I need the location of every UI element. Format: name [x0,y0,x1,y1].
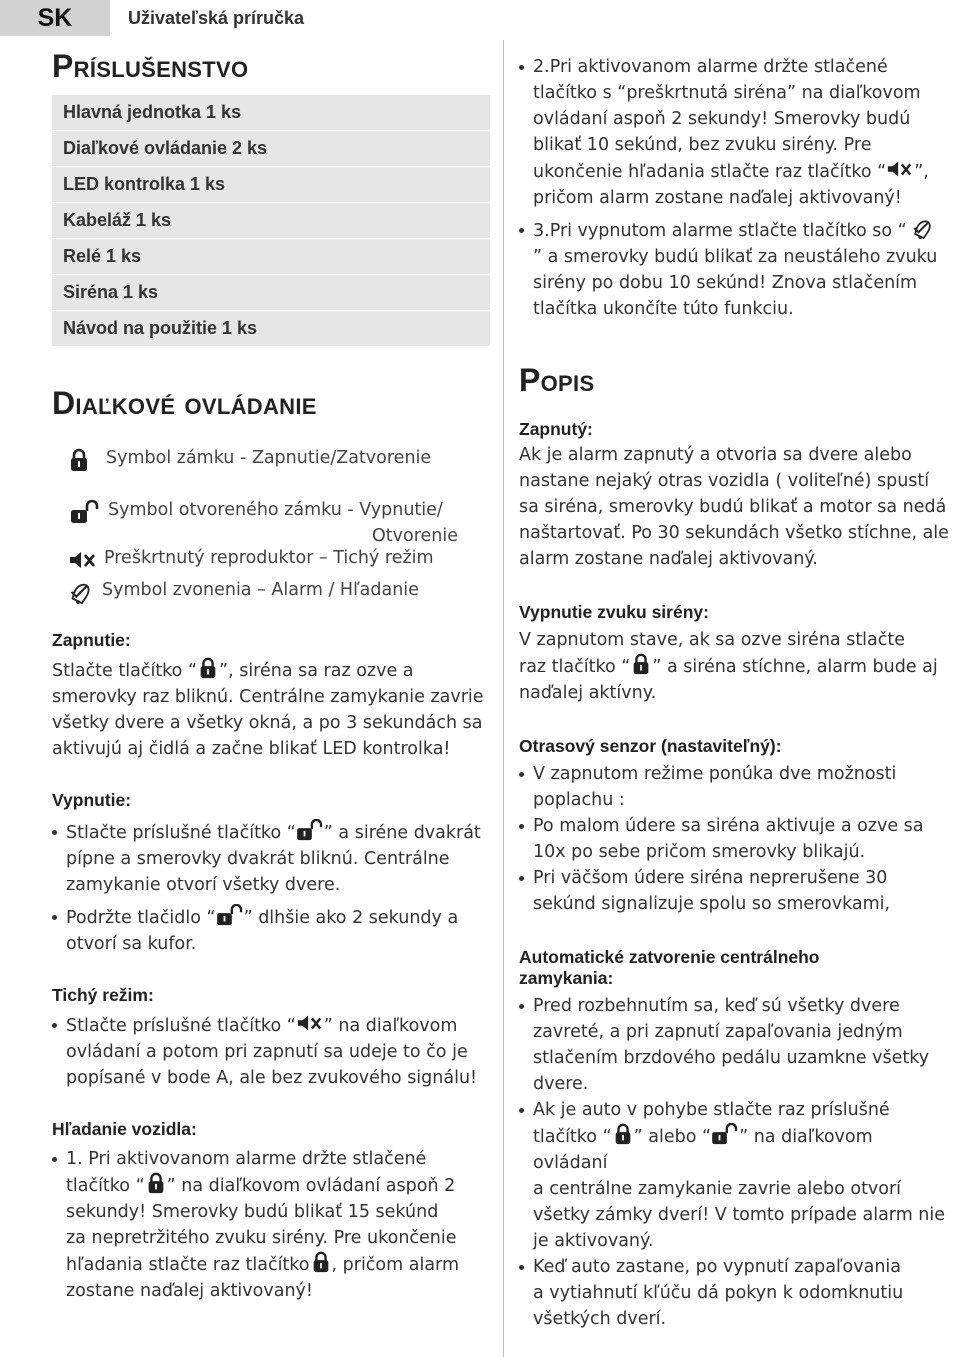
accessory-item: Siréna 1 ks [52,275,490,311]
lock-icon [612,1123,634,1145]
search-list [52,1146,492,1304]
unlock-icon [711,1123,739,1145]
search-continued-list [519,54,949,322]
language-tag: SK [0,0,110,36]
accessories-title: Príslušenstvo [52,48,249,84]
accessory-item: Hlavná jednotka 1 ks [52,95,490,131]
list-item: Pri väčšom údere siréna neprerušene 30 sekúnd signalizuje spolu so smerovkami, [519,865,949,917]
list-item: Stlačte príslušné tlačítko “ ” na diaľkovom ovládaní a potom pri zapnutí sa udeje to čo je popísané v bode A, ale bez zvukového signálu! [52,1012,492,1091]
list-item: Podržte tlačidlo “ ” dlhšie ako 2 sekundy a otvorí sa kufor. [52,904,492,957]
list-item: 1. Pri aktivovanom alarme držte stlačené tlačítko “ ” na diaľkovom ovládaní aspoň 2 sekundy! Smerovky budú blikať 15 sekúnd za nepretržitého zvuku sirény. Pre ukončenie hľadania stlačte raz tlačítko , pričom alarm zostane naďalej aktivovaný! [52,1146,492,1304]
siren-mute-paragraph: V zapnutom stave, ak sa ozve siréna stlačte raz tlačítko “ ” a siréna stíchne, alarm bude aj naďalej aktívny. [519,630,938,703]
on-heading: Zapnutie: [52,630,131,650]
list-item: Pred rozbehnutím sa, keď sú všetky dvere zavreté, a pri zapnutí zapaľovania jedným stlačením brzdového pedálu uzamkne všetky dvere. [519,993,949,1097]
shock-sensor-list [519,761,949,917]
list-item: Keď auto zastane, po vypnutí zapaľovania a vytiahnutí kľúču dá pokyn k odomknutiu všetkých dverí. [519,1254,949,1332]
description-title: Popis [519,362,595,398]
remote-title: Diaľkové ovládanie [52,385,317,421]
lock-icon [310,1251,332,1273]
accessory-item: Relé 1 ks [52,239,490,275]
bell-symbol-row [52,580,492,604]
bell-icon [64,580,94,604]
list-item: Stlačte príslušné tlačítko “ ” a siréne dvakrát pípne a smerovky dvakrát bliknú. Centrálne zamykanie otvorí všetky dvere. [52,819,492,898]
list-item: V zapnutom režime ponúka dve možnosti poplachu : [519,761,949,813]
list-item: 3.Pri vypnutom alarme stlačte tlačítko so “ ” a smerovky budú blikať za neustáleho zvuku sirény po dobu 10 sekúnd! Znova stlačením tlačítka ukončíte túto funkciu. [519,217,949,322]
shock-sensor-heading: Otrasový senzor (nastaviteľný): [519,736,782,756]
auto-lock-heading: Automatické zatvorenie centrálneho zamykania: [519,947,820,988]
accessory-item: LED kontrolka 1 ks [52,167,490,203]
unlock-symbol-text-2: Otvorenie [372,526,458,546]
lock-icon [197,657,219,679]
lock-icon [630,653,652,675]
lock-symbol-row [52,448,492,472]
silent-list [52,1012,492,1091]
unlock-icon [296,819,324,841]
accessory-item: Kabeláž 1 ks [52,203,490,239]
accessory-item: Návod na použitie 1 ks [52,311,490,347]
list-item: Po malom údere sa siréna aktivuje a ozve sa 10x po sebe pričom smerovky blikajú. [519,813,949,865]
off-list [52,819,492,957]
mute-symbol-row [52,548,492,572]
accessory-item: Diaľkové ovládanie 2 ks [52,131,490,167]
armed-heading: Zapnutý: [519,419,593,439]
unlock-symbol-text: Symbol otvoreného zámku - Vypnutie/ [108,500,443,520]
mute-icon [886,158,914,180]
mute-icon [296,1012,324,1034]
left-column [52,48,492,1304]
header-title: Uživateľská príručka [128,8,305,28]
mute-symbol-text: Preškrtnutý reproduktor – Tichý režim [104,548,434,568]
lock-icon [145,1172,167,1194]
accessories-list [52,95,490,347]
list-item: Ak je auto v pohybe stlačte raz príslušné tlačítko “ ” alebo “ ” na diaľkovom ovládaní a centrálne zamykanie zavrie alebo otvorí všetky zámky dverí! V tomto prípade alarm nie je aktivovaný. [519,1097,949,1254]
armed-paragraph: Ak je alarm zapnutý a otvoria sa dvere alebo nastane nejaký otras vozidla ( voliteľné) spustí sa siréna, smerovky budú blikať a motor sa nedá naštartovať. Po 30 sekundách všetko stíchne, ale alarm zostane naďalej aktivovaný. [519,445,949,569]
auto-lock-list [519,993,949,1332]
siren-mute-heading: Vypnutie zvuku sirény: [519,602,709,622]
unlock-icon [70,500,100,524]
bell-icon [907,217,935,239]
lock-icon [64,448,94,472]
search-heading: Hľadanie vozidla: [52,1119,197,1139]
list-item: 2.Pri aktivovanom alarme držte stlačené tlačítko s “preškrtnutá siréna” na diaľkovom ovládaní aspoň 2 sekundy! Smerovky budú blikať 10 sekúnd, bez zvuku sirény. Pre ukončenie hľadania stlačte raz tlačítko “ ”, pričom alarm zostane naďalej aktivovaný! [519,54,949,211]
column-divider [503,40,504,1357]
on-paragraph: Stlačte tlačítko “ ”, siréna sa raz ozve a smerovky raz bliknú. Centrálne zamykanie zavrie všetky dvere a všetky okná, a po 3 sekundách sa aktivujú aj čidlá a začne blikať LED kontrolka! [52,657,492,762]
unlock-icon [216,904,244,926]
mute-icon [68,548,98,572]
off-heading: Vypnutie: [52,790,132,810]
lock-symbol-text: Symbol zámku - Zapnutie/Zatvorenie [106,448,432,468]
unlock-symbol-row [52,500,492,524]
right-column [519,48,949,1332]
silent-heading: Tichý režim: [52,985,154,1005]
bell-symbol-text: Symbol zvonenia – Alarm / Hľadanie [102,580,419,600]
